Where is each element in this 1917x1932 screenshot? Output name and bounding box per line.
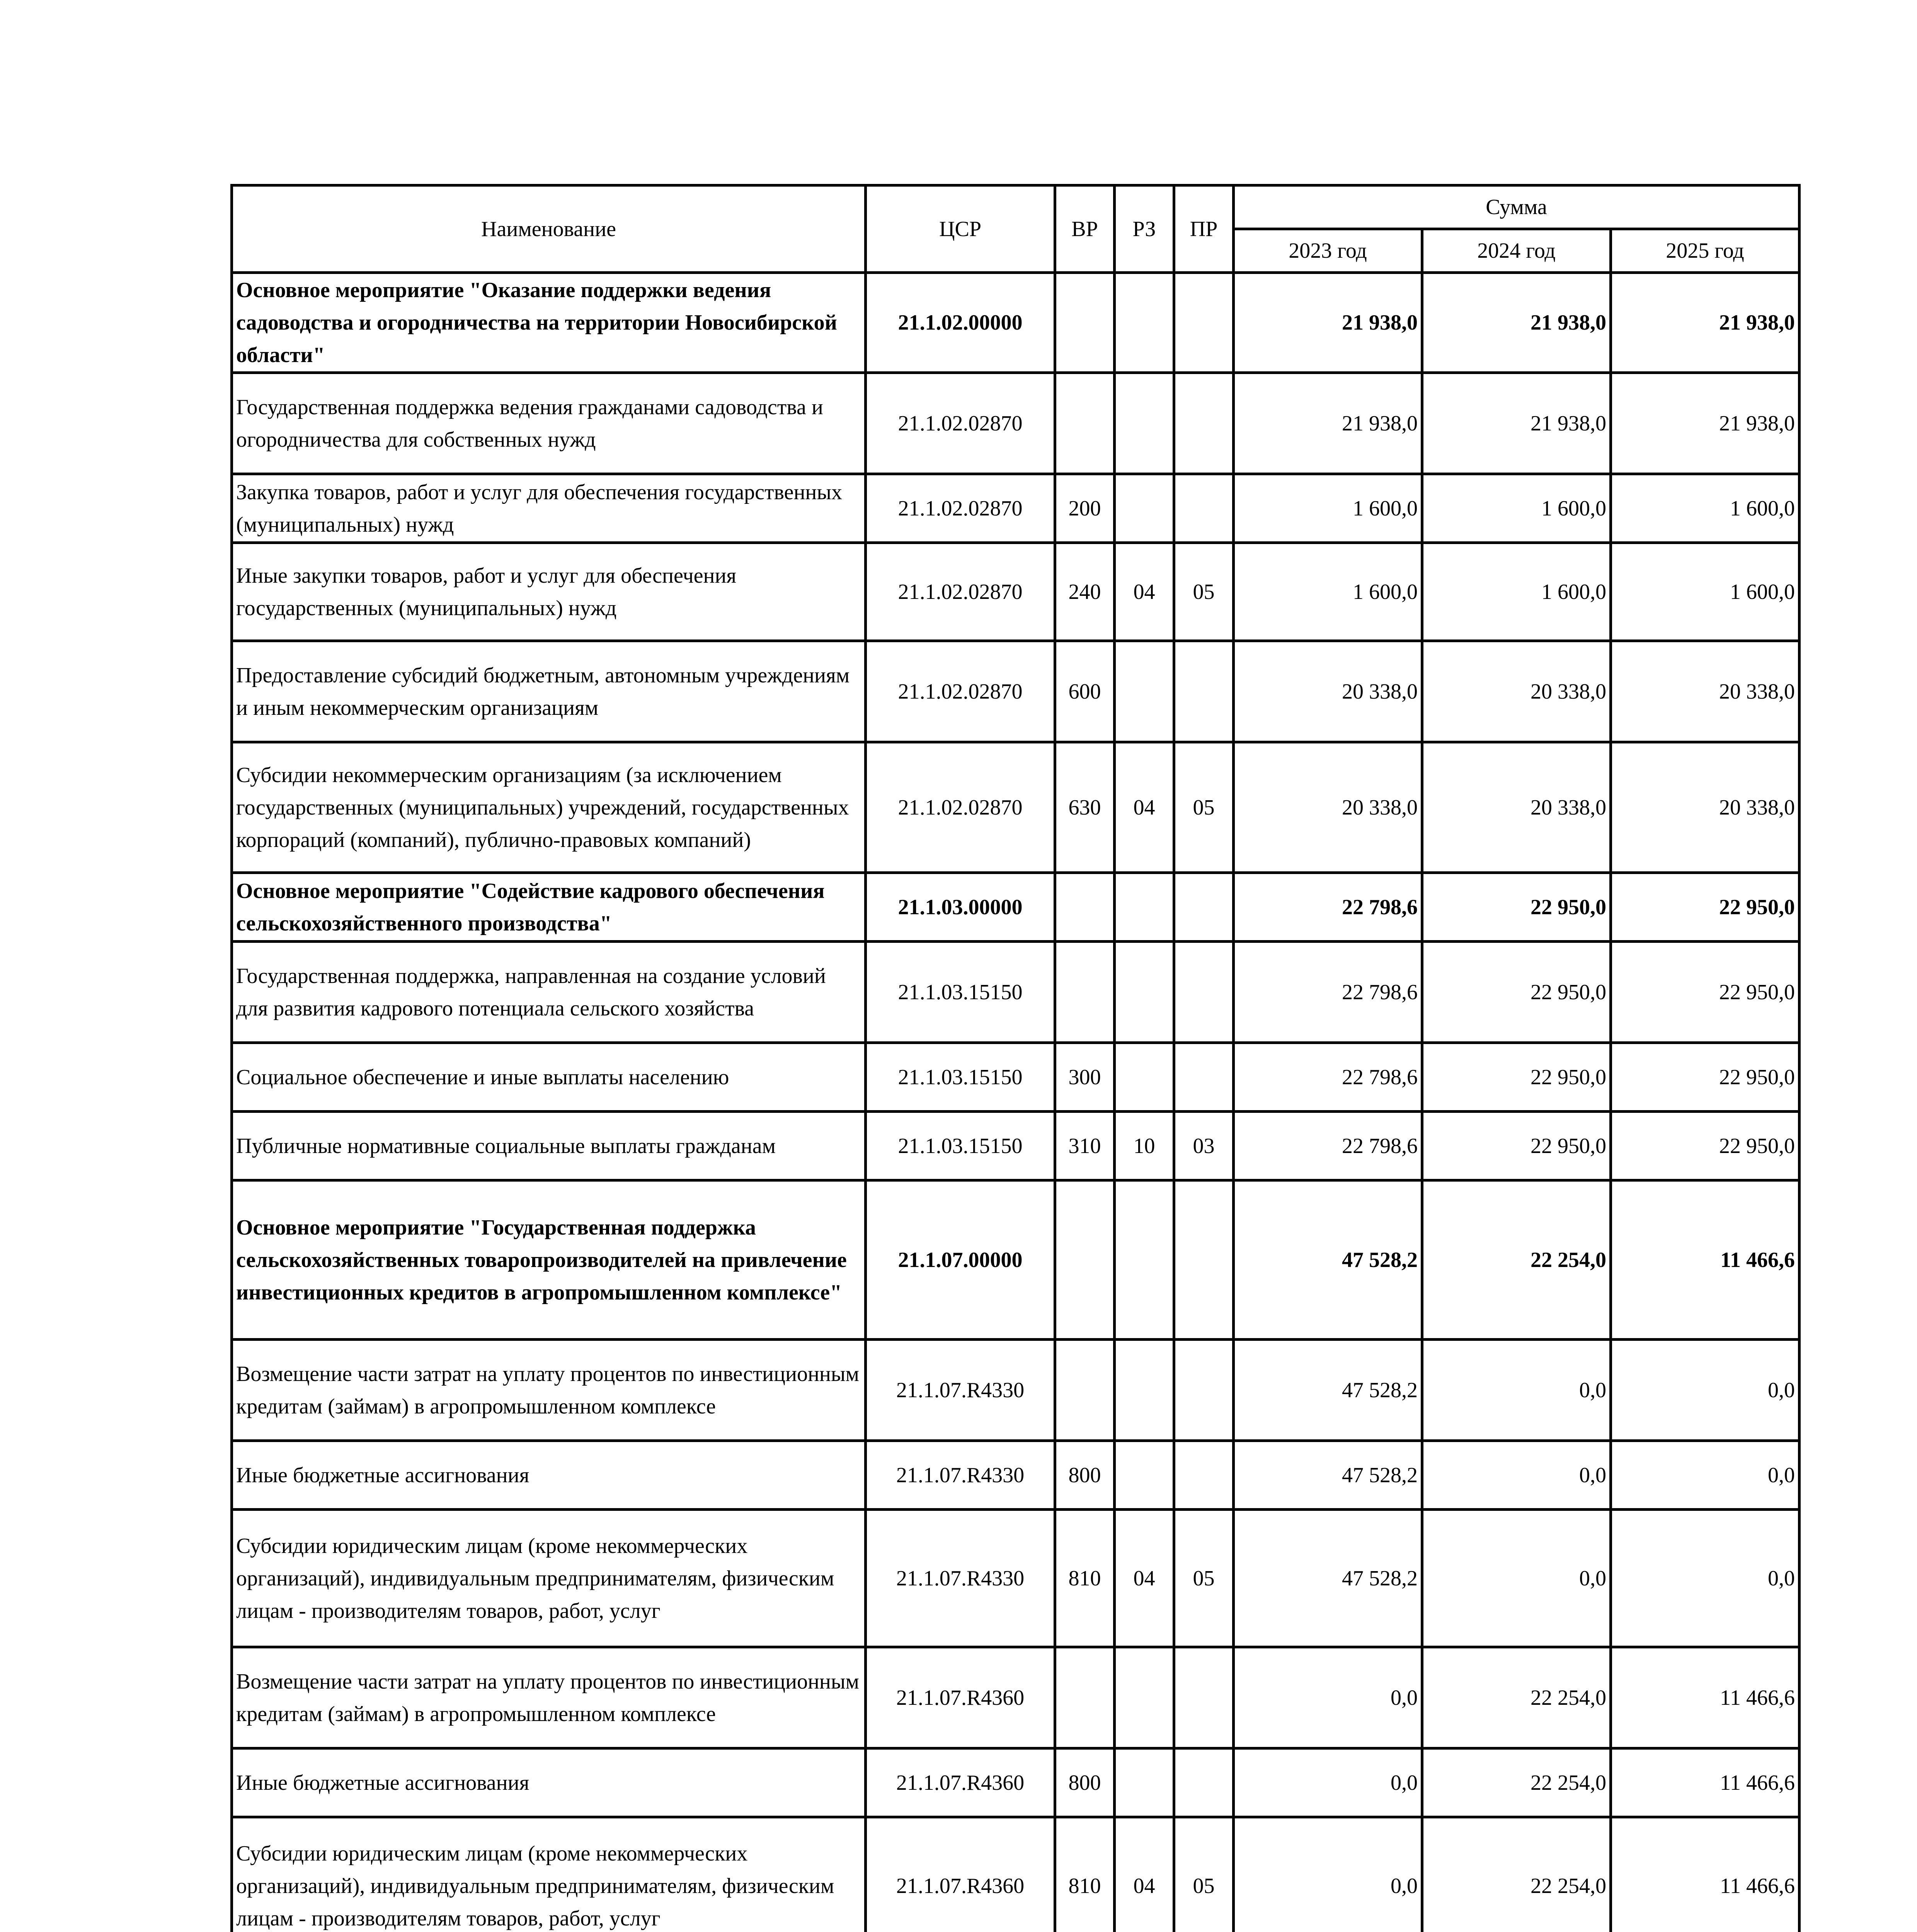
row-vr: 600 <box>1055 641 1115 742</box>
row-sum-2024: 1 600,0 <box>1422 543 1611 641</box>
row-sum-2025: 21 938,0 <box>1611 373 1800 474</box>
row-pr <box>1174 1043 1234 1112</box>
row-csr: 21.1.02.02870 <box>866 373 1055 474</box>
row-sum-2025: 1 600,0 <box>1611 543 1800 641</box>
row-name: Основное мероприятие "Государственная поддержка сельскохозяйственных товаропроизводителей на привлечение инвестиционных кредитов в агропромышленном комплексе" <box>232 1180 866 1340</box>
row-sum-2023: 0,0 <box>1234 1647 1422 1748</box>
row-pr: 05 <box>1174 543 1234 641</box>
budget-table <box>230 184 1801 1932</box>
row-sum-2025: 22 950,0 <box>1611 873 1800 942</box>
row-csr: 21.1.07.R4330 <box>866 1441 1055 1510</box>
row-rz <box>1115 1180 1174 1340</box>
row-name: Возмещение части затрат на уплату процентов по инвестиционным кредитам (займам) в агропромышленном комплексе <box>232 1340 866 1441</box>
row-name: Основное мероприятие "Содействие кадрового обеспечения сельскохозяйственного производства" <box>232 873 866 942</box>
table-header <box>232 185 1800 273</box>
row-csr: 21.1.02.02870 <box>866 641 1055 742</box>
table-row <box>232 873 1800 942</box>
row-rz <box>1115 474 1174 543</box>
row-pr: 03 <box>1174 1112 1234 1180</box>
row-csr: 21.1.02.02870 <box>866 742 1055 873</box>
header-name: Наименование <box>232 185 866 273</box>
row-sum-2024: 22 950,0 <box>1422 1043 1611 1112</box>
row-rz <box>1115 1647 1174 1748</box>
row-rz: 04 <box>1115 1510 1174 1647</box>
table-row <box>232 1340 1800 1441</box>
row-sum-2024: 22 254,0 <box>1422 1647 1611 1748</box>
header-year-2023: 2023 год <box>1234 229 1422 273</box>
row-sum-2023: 0,0 <box>1234 1748 1422 1817</box>
row-sum-2024: 22 254,0 <box>1422 1748 1611 1817</box>
row-sum-2023: 47 528,2 <box>1234 1180 1422 1340</box>
row-sum-2025: 22 950,0 <box>1611 1112 1800 1180</box>
row-pr <box>1174 474 1234 543</box>
row-sum-2024: 1 600,0 <box>1422 474 1611 543</box>
row-vr <box>1055 942 1115 1043</box>
row-sum-2025: 0,0 <box>1611 1340 1800 1441</box>
header-pr: ПР <box>1174 185 1234 273</box>
row-vr: 200 <box>1055 474 1115 543</box>
table-row <box>232 1112 1800 1180</box>
table-row <box>232 373 1800 474</box>
row-sum-2024: 0,0 <box>1422 1510 1611 1647</box>
row-csr: 21.1.07.R4360 <box>866 1647 1055 1748</box>
row-pr <box>1174 1748 1234 1817</box>
table-row <box>232 543 1800 641</box>
row-sum-2023: 20 338,0 <box>1234 742 1422 873</box>
row-pr <box>1174 1340 1234 1441</box>
row-name: Закупка товаров, работ и услуг для обеспечения государственных (муниципальных) нужд <box>232 474 866 543</box>
row-vr: 810 <box>1055 1817 1115 1932</box>
row-rz: 04 <box>1115 543 1174 641</box>
row-rz <box>1115 273 1174 373</box>
row-name: Иные бюджетные ассигнования <box>232 1441 866 1510</box>
table-row <box>232 641 1800 742</box>
row-sum-2024: 20 338,0 <box>1422 641 1611 742</box>
row-pr <box>1174 1180 1234 1340</box>
row-sum-2023: 47 528,2 <box>1234 1340 1422 1441</box>
row-sum-2023: 22 798,6 <box>1234 1043 1422 1112</box>
row-sum-2025: 22 950,0 <box>1611 1043 1800 1112</box>
row-name: Субсидии некоммерческим организациям (за исключением государственных (муниципальных) учреждений, государственных корпораций (компаний), публично-правовых компаний) <box>232 742 866 873</box>
header-rz: РЗ <box>1115 185 1174 273</box>
row-sum-2025: 11 466,6 <box>1611 1748 1800 1817</box>
row-rz: 04 <box>1115 742 1174 873</box>
row-sum-2025: 11 466,6 <box>1611 1817 1800 1932</box>
row-vr: 240 <box>1055 543 1115 641</box>
row-vr <box>1055 873 1115 942</box>
table-row <box>232 1647 1800 1748</box>
row-rz <box>1115 1441 1174 1510</box>
row-sum-2023: 21 938,0 <box>1234 273 1422 373</box>
row-vr: 300 <box>1055 1043 1115 1112</box>
table-row <box>232 742 1800 873</box>
header-year-2025: 2025 год <box>1611 229 1800 273</box>
row-vr: 630 <box>1055 742 1115 873</box>
row-sum-2023: 20 338,0 <box>1234 641 1422 742</box>
row-csr: 21.1.07.R4330 <box>866 1510 1055 1647</box>
row-rz <box>1115 641 1174 742</box>
row-rz <box>1115 373 1174 474</box>
row-vr <box>1055 1180 1115 1340</box>
header-sum: Сумма <box>1234 185 1800 229</box>
table-row <box>232 1748 1800 1817</box>
row-csr: 21.1.03.15150 <box>866 1043 1055 1112</box>
row-sum-2024: 22 950,0 <box>1422 873 1611 942</box>
row-rz: 04 <box>1115 1817 1174 1932</box>
row-sum-2024: 22 254,0 <box>1422 1817 1611 1932</box>
row-name: Иные закупки товаров, работ и услуг для обеспечения государственных (муниципальных) нужд <box>232 543 866 641</box>
row-pr: 05 <box>1174 1510 1234 1647</box>
row-sum-2024: 20 338,0 <box>1422 742 1611 873</box>
header-csr: ЦСР <box>866 185 1055 273</box>
row-sum-2023: 1 600,0 <box>1234 543 1422 641</box>
table-row <box>232 1817 1800 1932</box>
row-pr: 05 <box>1174 742 1234 873</box>
row-sum-2024: 21 938,0 <box>1422 273 1611 373</box>
row-vr <box>1055 1647 1115 1748</box>
row-name: Предоставление субсидий бюджетным, автономным учреждениям и иным некоммерческим организациям <box>232 641 866 742</box>
row-sum-2024: 22 950,0 <box>1422 942 1611 1043</box>
table-row <box>232 474 1800 543</box>
table-body <box>232 273 1800 1932</box>
row-pr: 05 <box>1174 1817 1234 1932</box>
row-pr <box>1174 873 1234 942</box>
row-pr <box>1174 1647 1234 1748</box>
row-vr <box>1055 373 1115 474</box>
row-sum-2025: 20 338,0 <box>1611 641 1800 742</box>
row-name: Государственная поддержка ведения гражданами садоводства и огородничества для собственных нужд <box>232 373 866 474</box>
row-csr: 21.1.03.00000 <box>866 873 1055 942</box>
header-vr: ВР <box>1055 185 1115 273</box>
row-rz <box>1115 1748 1174 1817</box>
row-sum-2023: 47 528,2 <box>1234 1441 1422 1510</box>
row-name: Социальное обеспечение и иные выплаты населению <box>232 1043 866 1112</box>
row-sum-2023: 0,0 <box>1234 1817 1422 1932</box>
row-name: Субсидии юридическим лицам (кроме некоммерческих организаций), индивидуальным предпринимателям, физическим лицам - производителям товаров, работ, услуг <box>232 1510 866 1647</box>
row-name: Основное мероприятие "Оказание поддержки ведения садоводства и огородничества на территории Новосибирской области" <box>232 273 866 373</box>
row-csr: 21.1.02.02870 <box>866 474 1055 543</box>
table-row <box>232 1180 1800 1340</box>
row-sum-2023: 47 528,2 <box>1234 1510 1422 1647</box>
row-rz <box>1115 873 1174 942</box>
row-vr: 800 <box>1055 1441 1115 1510</box>
row-sum-2023: 22 798,6 <box>1234 873 1422 942</box>
row-sum-2025: 11 466,6 <box>1611 1180 1800 1340</box>
row-sum-2025: 1 600,0 <box>1611 474 1800 543</box>
row-csr: 21.1.03.15150 <box>866 942 1055 1043</box>
table-row <box>232 942 1800 1043</box>
row-csr: 21.1.07.R4360 <box>866 1817 1055 1932</box>
row-name: Возмещение части затрат на уплату процентов по инвестиционным кредитам (займам) в агропромышленном комплексе <box>232 1647 866 1748</box>
row-vr: 800 <box>1055 1748 1115 1817</box>
table-row <box>232 273 1800 373</box>
row-name: Субсидии юридическим лицам (кроме некоммерческих организаций), индивидуальным предпринимателям, физическим лицам - производителям товаров, работ, услуг <box>232 1817 866 1932</box>
row-name: Публичные нормативные социальные выплаты гражданам <box>232 1112 866 1180</box>
row-rz <box>1115 942 1174 1043</box>
row-csr: 21.1.07.R4360 <box>866 1748 1055 1817</box>
row-name: Государственная поддержка, направленная на создание условий для развития кадрового потенциала сельского хозяйства <box>232 942 866 1043</box>
table-row <box>232 1441 1800 1510</box>
row-sum-2024: 0,0 <box>1422 1441 1611 1510</box>
row-vr <box>1055 273 1115 373</box>
row-pr <box>1174 1441 1234 1510</box>
row-pr <box>1174 641 1234 742</box>
row-sum-2024: 22 254,0 <box>1422 1180 1611 1340</box>
row-sum-2023: 21 938,0 <box>1234 373 1422 474</box>
row-csr: 21.1.03.15150 <box>866 1112 1055 1180</box>
row-vr: 810 <box>1055 1510 1115 1647</box>
row-sum-2024: 21 938,0 <box>1422 373 1611 474</box>
row-sum-2024: 22 950,0 <box>1422 1112 1611 1180</box>
row-pr <box>1174 373 1234 474</box>
row-pr <box>1174 942 1234 1043</box>
row-csr: 21.1.02.00000 <box>866 273 1055 373</box>
row-sum-2024: 0,0 <box>1422 1340 1611 1441</box>
row-sum-2025: 21 938,0 <box>1611 273 1800 373</box>
header-year-2024: 2024 год <box>1422 229 1611 273</box>
row-csr: 21.1.07.R4330 <box>866 1340 1055 1441</box>
table-row <box>232 1043 1800 1112</box>
row-sum-2025: 20 338,0 <box>1611 742 1800 873</box>
row-vr <box>1055 1340 1115 1441</box>
row-csr: 21.1.02.02870 <box>866 543 1055 641</box>
row-rz <box>1115 1043 1174 1112</box>
row-vr: 310 <box>1055 1112 1115 1180</box>
row-sum-2023: 22 798,6 <box>1234 942 1422 1043</box>
row-sum-2025: 22 950,0 <box>1611 942 1800 1043</box>
row-sum-2025: 0,0 <box>1611 1510 1800 1647</box>
row-rz <box>1115 1340 1174 1441</box>
row-sum-2025: 0,0 <box>1611 1441 1800 1510</box>
row-name: Иные бюджетные ассигнования <box>232 1748 866 1817</box>
row-pr <box>1174 273 1234 373</box>
row-sum-2025: 11 466,6 <box>1611 1647 1800 1748</box>
row-sum-2023: 22 798,6 <box>1234 1112 1422 1180</box>
row-sum-2023: 1 600,0 <box>1234 474 1422 543</box>
row-csr: 21.1.07.00000 <box>866 1180 1055 1340</box>
row-rz: 10 <box>1115 1112 1174 1180</box>
table-row <box>232 1510 1800 1647</box>
